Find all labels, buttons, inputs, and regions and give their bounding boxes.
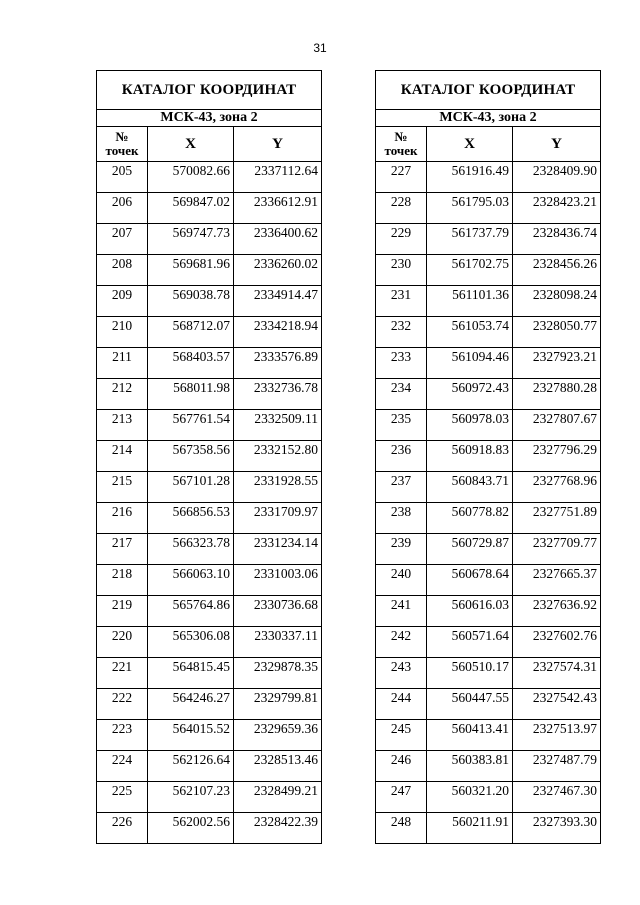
point-number-cell: 220 <box>97 627 148 658</box>
point-number-cell: 234 <box>376 379 427 410</box>
point-number-cell: 216 <box>97 503 148 534</box>
x-coordinate-cell: 560778.82 <box>427 503 513 534</box>
y-coordinate-cell: 2327923.21 <box>513 348 601 379</box>
number-sign: № <box>115 129 129 144</box>
y-coordinate-cell: 2329659.36 <box>234 720 322 751</box>
x-coordinate-cell: 560383.81 <box>427 751 513 782</box>
y-coordinate-cell: 2336260.02 <box>234 255 322 286</box>
x-coordinate-cell: 569747.73 <box>148 224 234 255</box>
table-row <box>376 503 601 534</box>
x-coordinate-cell: 567101.28 <box>148 472 234 503</box>
x-coordinate-cell: 561101.36 <box>427 286 513 317</box>
point-number-cell: 211 <box>97 348 148 379</box>
point-number-cell: 225 <box>97 782 148 813</box>
page-number: 31 <box>313 41 327 55</box>
x-coordinate-cell: 565764.86 <box>148 596 234 627</box>
table-row <box>97 565 322 596</box>
y-coordinate-cell: 2331928.55 <box>234 472 322 503</box>
x-coordinate-cell: 568403.57 <box>148 348 234 379</box>
point-number-cell: 223 <box>97 720 148 751</box>
x-coordinate-cell: 566323.78 <box>148 534 234 565</box>
point-number-cell: 238 <box>376 503 427 534</box>
point-number-cell: 240 <box>376 565 427 596</box>
x-coordinate-cell: 560978.03 <box>427 410 513 441</box>
x-coordinate-cell: 564015.52 <box>148 720 234 751</box>
y-coordinate-cell: 2328423.21 <box>513 193 601 224</box>
x-coordinate-cell: 568011.98 <box>148 379 234 410</box>
table-row <box>376 627 601 658</box>
x-coordinate-cell: 560843.71 <box>427 472 513 503</box>
y-coordinate-cell: 2327467.30 <box>513 782 601 813</box>
x-coordinate-cell: 568712.07 <box>148 317 234 348</box>
y-coordinate-cell: 2328513.46 <box>234 751 322 782</box>
column-header-x: X <box>427 127 513 162</box>
zone-label: МСК-43, зона 2 <box>97 110 322 127</box>
y-coordinate-cell: 2329799.81 <box>234 689 322 720</box>
zone-row <box>376 110 601 127</box>
x-coordinate-cell: 561702.75 <box>427 255 513 286</box>
y-coordinate-cell: 2327542.43 <box>513 689 601 720</box>
y-coordinate-cell: 2327796.29 <box>513 441 601 472</box>
point-number-cell: 245 <box>376 720 427 751</box>
x-coordinate-cell: 561795.03 <box>427 193 513 224</box>
table-body-right <box>376 162 601 844</box>
point-number-cell: 235 <box>376 410 427 441</box>
point-number-cell: 217 <box>97 534 148 565</box>
table-row <box>376 255 601 286</box>
table-row <box>376 410 601 441</box>
y-coordinate-cell: 2331003.06 <box>234 565 322 596</box>
table-row <box>376 751 601 782</box>
points-label: точек <box>105 143 139 158</box>
table-row <box>97 441 322 472</box>
table-row <box>97 379 322 410</box>
point-number-cell: 241 <box>376 596 427 627</box>
y-coordinate-cell: 2328098.24 <box>513 286 601 317</box>
column-header-row <box>376 127 601 162</box>
x-coordinate-cell: 565306.08 <box>148 627 234 658</box>
column-header-row <box>97 127 322 162</box>
point-number-cell: 236 <box>376 441 427 472</box>
column-header-point-number <box>376 127 427 162</box>
point-number-cell: 215 <box>97 472 148 503</box>
y-coordinate-cell: 2327393.30 <box>513 813 601 844</box>
table-row <box>376 317 601 348</box>
point-number-cell: 206 <box>97 193 148 224</box>
x-coordinate-cell: 569681.96 <box>148 255 234 286</box>
x-coordinate-cell: 560571.64 <box>427 627 513 658</box>
y-coordinate-cell: 2332736.78 <box>234 379 322 410</box>
x-coordinate-cell: 560413.41 <box>427 720 513 751</box>
y-coordinate-cell: 2328409.90 <box>513 162 601 193</box>
y-coordinate-cell: 2327636.92 <box>513 596 601 627</box>
y-coordinate-cell: 2327807.67 <box>513 410 601 441</box>
table-row <box>376 472 601 503</box>
table-row <box>97 317 322 348</box>
table-row <box>376 720 601 751</box>
point-number-cell: 209 <box>97 286 148 317</box>
catalog-title-row <box>376 71 601 110</box>
y-coordinate-cell: 2334914.47 <box>234 286 322 317</box>
point-number-cell: 214 <box>97 441 148 472</box>
y-coordinate-cell: 2336612.91 <box>234 193 322 224</box>
y-coordinate-cell: 2327751.89 <box>513 503 601 534</box>
x-coordinate-cell: 560510.17 <box>427 658 513 689</box>
x-coordinate-cell: 561737.79 <box>427 224 513 255</box>
x-coordinate-cell: 570082.66 <box>148 162 234 193</box>
point-number-cell: 239 <box>376 534 427 565</box>
table-row <box>97 689 322 720</box>
y-coordinate-cell: 2328436.74 <box>513 224 601 255</box>
table-row <box>376 813 601 844</box>
x-coordinate-cell: 560972.43 <box>427 379 513 410</box>
y-coordinate-cell: 2328499.21 <box>234 782 322 813</box>
point-number-cell: 232 <box>376 317 427 348</box>
zone-label: МСК-43, зона 2 <box>376 110 601 127</box>
column-header-point-number <box>97 127 148 162</box>
point-number-cell: 221 <box>97 658 148 689</box>
x-coordinate-cell: 566063.10 <box>148 565 234 596</box>
catalog-title: КАТАЛОГ КООРДИНАТ <box>376 71 601 110</box>
y-coordinate-cell: 2327665.37 <box>513 565 601 596</box>
point-number-cell: 208 <box>97 255 148 286</box>
point-number-cell: 212 <box>97 379 148 410</box>
table-row <box>97 255 322 286</box>
column-header-y: Y <box>234 127 322 162</box>
point-number-cell: 222 <box>97 689 148 720</box>
coordinate-catalog-table-left <box>96 70 322 844</box>
point-number-cell: 219 <box>97 596 148 627</box>
table-row <box>376 782 601 813</box>
y-coordinate-cell: 2331234.14 <box>234 534 322 565</box>
x-coordinate-cell: 560447.55 <box>427 689 513 720</box>
y-coordinate-cell: 2327574.31 <box>513 658 601 689</box>
coordinate-catalog-table-right <box>375 70 601 844</box>
y-coordinate-cell: 2330337.11 <box>234 627 322 658</box>
table-row <box>376 534 601 565</box>
table-row <box>376 689 601 720</box>
table-row <box>376 596 601 627</box>
point-number-cell: 248 <box>376 813 427 844</box>
table-row <box>97 472 322 503</box>
y-coordinate-cell: 2329878.35 <box>234 658 322 689</box>
x-coordinate-cell: 564815.45 <box>148 658 234 689</box>
x-coordinate-cell: 566856.53 <box>148 503 234 534</box>
y-coordinate-cell: 2337112.64 <box>234 162 322 193</box>
table-row <box>376 658 601 689</box>
catalog-title: КАТАЛОГ КООРДИНАТ <box>97 71 322 110</box>
table-row <box>376 162 601 193</box>
table-row <box>97 658 322 689</box>
table-row <box>97 410 322 441</box>
x-coordinate-cell: 561094.46 <box>427 348 513 379</box>
table-row <box>97 782 322 813</box>
table-row <box>376 441 601 472</box>
y-coordinate-cell: 2332152.80 <box>234 441 322 472</box>
point-number-cell: 247 <box>376 782 427 813</box>
y-coordinate-cell: 2333576.89 <box>234 348 322 379</box>
x-coordinate-cell: 562107.23 <box>148 782 234 813</box>
y-coordinate-cell: 2327768.96 <box>513 472 601 503</box>
x-coordinate-cell: 569038.78 <box>148 286 234 317</box>
y-coordinate-cell: 2334218.94 <box>234 317 322 348</box>
x-coordinate-cell: 560678.64 <box>427 565 513 596</box>
x-coordinate-cell: 564246.27 <box>148 689 234 720</box>
point-number-cell: 224 <box>97 751 148 782</box>
x-coordinate-cell: 560918.83 <box>427 441 513 472</box>
point-number-cell: 230 <box>376 255 427 286</box>
y-coordinate-cell: 2327487.79 <box>513 751 601 782</box>
table-row <box>376 224 601 255</box>
table-row <box>97 813 322 844</box>
y-coordinate-cell: 2331709.97 <box>234 503 322 534</box>
table-row <box>97 596 322 627</box>
point-number-cell: 228 <box>376 193 427 224</box>
table-row <box>97 751 322 782</box>
y-coordinate-cell: 2336400.62 <box>234 224 322 255</box>
x-coordinate-cell: 561053.74 <box>427 317 513 348</box>
x-coordinate-cell: 562126.64 <box>148 751 234 782</box>
table-row <box>97 720 322 751</box>
points-label: точек <box>384 143 418 158</box>
y-coordinate-cell: 2330736.68 <box>234 596 322 627</box>
table-row <box>376 379 601 410</box>
point-number-cell: 246 <box>376 751 427 782</box>
table-row <box>97 224 322 255</box>
point-number-cell: 233 <box>376 348 427 379</box>
point-number-cell: 226 <box>97 813 148 844</box>
x-coordinate-cell: 562002.56 <box>148 813 234 844</box>
table-row <box>97 162 322 193</box>
point-number-cell: 213 <box>97 410 148 441</box>
table-row <box>376 286 601 317</box>
x-coordinate-cell: 560616.03 <box>427 596 513 627</box>
x-coordinate-cell: 560729.87 <box>427 534 513 565</box>
x-coordinate-cell: 560211.91 <box>427 813 513 844</box>
y-coordinate-cell: 2332509.11 <box>234 410 322 441</box>
table-row <box>376 348 601 379</box>
point-number-cell: 218 <box>97 565 148 596</box>
y-coordinate-cell: 2327513.97 <box>513 720 601 751</box>
x-coordinate-cell: 560321.20 <box>427 782 513 813</box>
table-row <box>376 565 601 596</box>
table-row <box>97 503 322 534</box>
table-body-left <box>97 162 322 844</box>
point-number-cell: 231 <box>376 286 427 317</box>
table-row <box>97 627 322 658</box>
column-header-y: Y <box>513 127 601 162</box>
table-row <box>97 348 322 379</box>
x-coordinate-cell: 561916.49 <box>427 162 513 193</box>
y-coordinate-cell: 2328456.26 <box>513 255 601 286</box>
table-row <box>97 534 322 565</box>
y-coordinate-cell: 2328422.39 <box>234 813 322 844</box>
column-header-x: X <box>148 127 234 162</box>
y-coordinate-cell: 2328050.77 <box>513 317 601 348</box>
point-number-cell: 205 <box>97 162 148 193</box>
point-number-cell: 242 <box>376 627 427 658</box>
point-number-cell: 207 <box>97 224 148 255</box>
zone-row <box>97 110 322 127</box>
x-coordinate-cell: 569847.02 <box>148 193 234 224</box>
point-number-cell: 210 <box>97 317 148 348</box>
table-row <box>376 193 601 224</box>
y-coordinate-cell: 2327880.28 <box>513 379 601 410</box>
catalog-title-row <box>97 71 322 110</box>
y-coordinate-cell: 2327709.77 <box>513 534 601 565</box>
point-number-cell: 227 <box>376 162 427 193</box>
point-number-cell: 229 <box>376 224 427 255</box>
y-coordinate-cell: 2327602.76 <box>513 627 601 658</box>
x-coordinate-cell: 567358.56 <box>148 441 234 472</box>
number-sign: № <box>394 129 408 144</box>
point-number-cell: 244 <box>376 689 427 720</box>
x-coordinate-cell: 567761.54 <box>148 410 234 441</box>
table-row <box>97 286 322 317</box>
table-row <box>97 193 322 224</box>
point-number-cell: 237 <box>376 472 427 503</box>
point-number-cell: 243 <box>376 658 427 689</box>
